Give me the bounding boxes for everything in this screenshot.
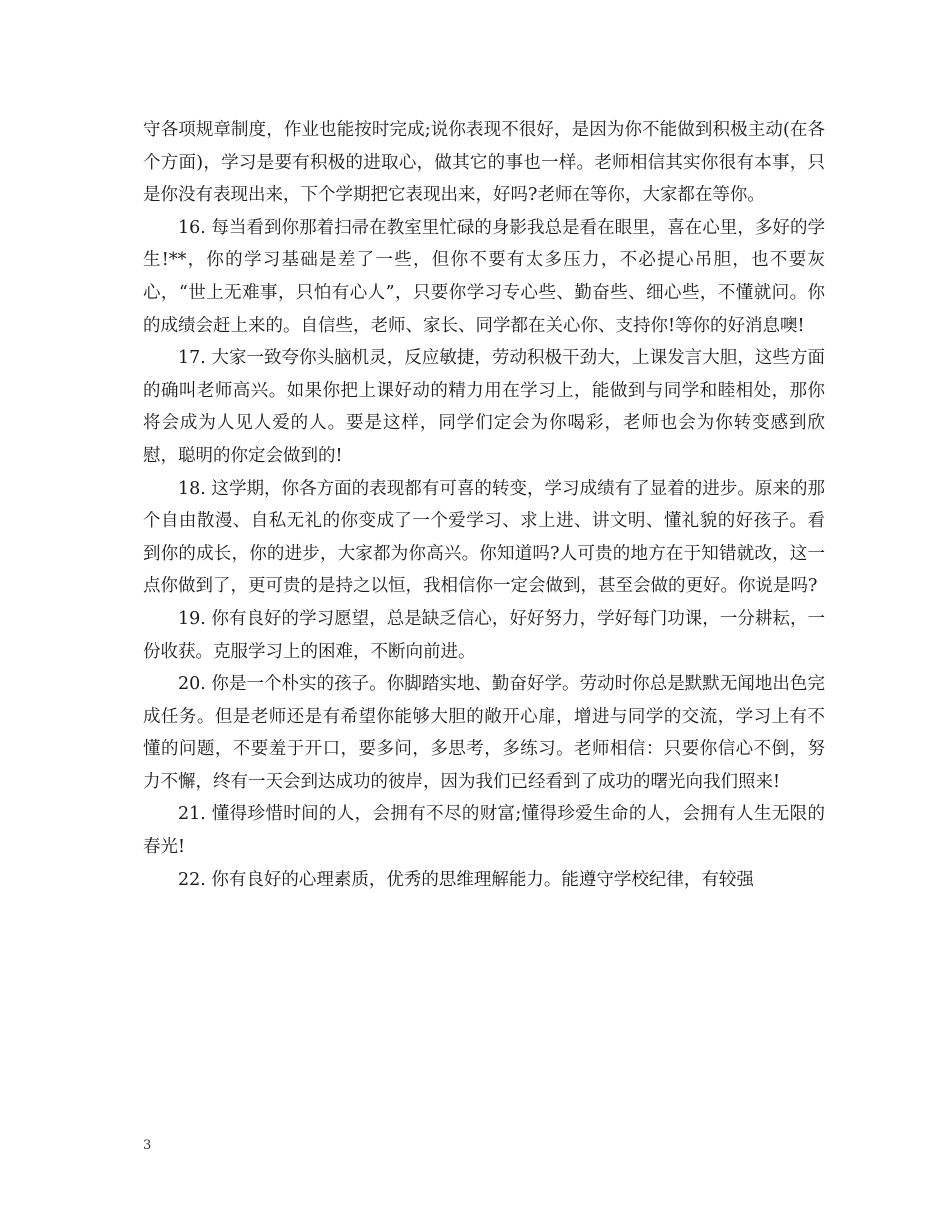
page-number: 3 [143, 1138, 152, 1153]
paragraph-item-17: 17. 大家一致夸你头脑机灵，反应敏捷，劳动积极干劲大，上课发言大胆，这些方面的确叫老师高兴。如果你把上课好动的精力用在学习上，能做到与同学和睦相处，那你将会成为人见人爱的人。要是这样，同学们定会为你喝彩，老师也会为你转变感到欣慰，聪明的你定会做到的! [143, 348, 825, 466]
paragraph-item-21: 21. 懂得珍惜时间的人，会拥有不尽的财富;懂得珍爱生命的人，会拥有人生无限的春光! [143, 804, 825, 858]
document-body [143, 114, 825, 896]
paragraph-item-18: 18. 这学期，你各方面的表现都有可喜的转变，学习成绩有了显着的进步。原来的那个自由散漫、自私无礼的你变成了一个爱学习、求上进、讲文明、懂礼貌的好孩子。看到你的成长，你的进步，大家都为你高兴。你知道吗?人可贵的地方在于知错就改，这一点你做到了，更可贵的是持之以恒，我相信你一定会做到，甚至会做的更好。你说是吗? [143, 478, 825, 597]
paragraph-item-22: 22. 你有良好的心理素质，优秀的思维理解能力。能遵守学校纪律，有较强 [178, 869, 754, 890]
paragraph-item-20: 20. 你是一个朴实的孩子。你脚踏实地、勤奋好学。劳动时你总是默默无闻地出色完成任务。但是老师还是有希望你能够大胆的敞开心扉，增进与同学的交流，学习上有不懂的问题，不要羞于开口，要多问，多思考，多练习。老师相信：只要你信心不倒，努力不懈，终有一天会到达成功的彼岸，因为我们已经看到了成功的曙光向我们照来! [143, 674, 825, 792]
paragraph-item-16: 16. 每当看到你那着扫帚在教室里忙碌的身影我总是看在眼里，喜在心里，多好的学生!**，你的学习基础是差了一些，但你不要有太多压力，不必提心吊胆，也不要灰心，“世上无难事，只怕有心人”，只要你学习专心些、勤奋些、细心些，不懂就问。你的成绩会赶上来的。自信些，老师、家长、同学都在关心你、支持你!等你的好消息噢! [143, 217, 825, 336]
paragraph-continuation: 守各项规章制度，作业也能按时完成;说你表现不很好，是因为你不能做到积极主动(在各个方面)，学习是要有积极的进取心，做其它的事也一样。老师相信其实你很有本事，只是你没有表现出来，下个学期把它表现出来，好吗?老师在等你，大家都在等你。 [143, 120, 825, 206]
paragraph-item-19: 19. 你有良好的学习愿望，总是缺乏信心，好好努力，学好每门功课，一分耕耘，一份收获。克服学习上的困难，不断向前进。 [143, 608, 825, 662]
